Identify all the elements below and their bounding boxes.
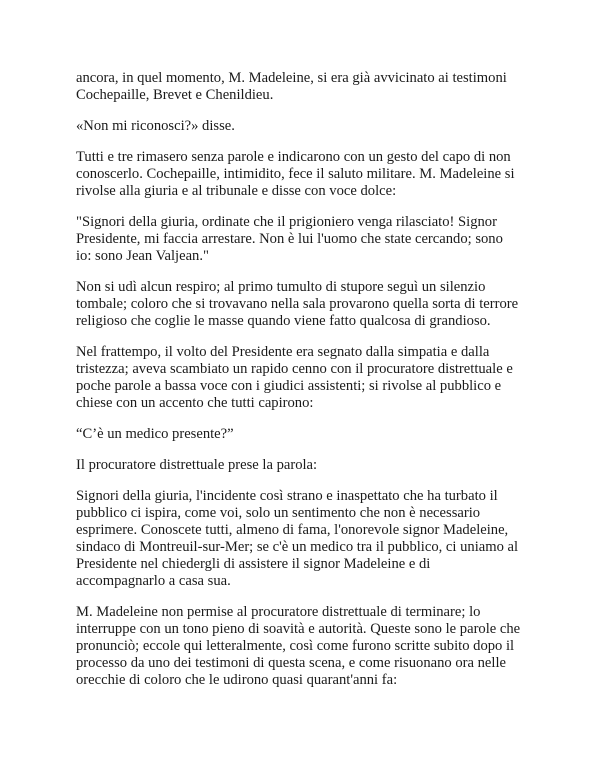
paragraph-5: Non si udì alcun respiro; al primo tumulto di stupore seguì un silenzio tombale; coloro che si trovavano nella sala provarono quella sorta di terrore religioso che coglie le masse quando viene fatto qualcosa di grandioso.	[76, 279, 519, 329]
paragraph-1: ancora, in quel momento, M. Madeleine, si era già avvicinato ai testimoni Cochepaille, Brevet e Chenildieu.	[76, 70, 507, 103]
paragraph-8: Il procuratore distrettuale prese la parola:	[76, 457, 318, 473]
document-page	[76, 70, 546, 703]
paragraph-7: “C’è un medico presente?”	[76, 426, 234, 442]
paragraph-10: M. Madeleine non permise al procuratore distrettuale di terminare; lo interruppe con un tono pieno di soavità e autorità. Queste sono le parole che pronunciò; eccole qui letteralmente, così come furono scritte subito dopo il processo da uno dei testimoni di questa scena, e come risuonano ora nelle orecchie di coloro che le udirono quasi quarant'anni fa:	[76, 604, 521, 688]
paragraph-4: "Signori della giuria, ordinate che il prigioniero venga rilasciato! Signor Presidente, mi faccia arrestare. Non è lui l'uomo che state cercando; sono io: sono Jean Valjean."	[76, 214, 503, 264]
paragraph-2: «Non mi riconosci?» disse.	[76, 118, 235, 134]
paragraph-9: Signori della giuria, l'incidente così strano e inaspettato che ha turbato il pubblico ci ispira, come voi, solo un sentimento che non è necessario esprimere. Conoscete tutti, almeno di fama, l'onorevole signor Madeleine, sindaco di Montreuil-sur-Mer; se c'è un medico tra il pubblico, ci uniamo al Presidente nel chiedergli di assistere il signor Madeleine e di accompagnarlo a casa sua.	[76, 488, 519, 589]
paragraph-6: Nel frattempo, il volto del Presidente era segnato dalla simpatia e dalla tristezza; aveva scambiato un rapido cenno con il procuratore distrettuale e poche parole a bassa voce con i giudici assistenti; si rivolse al pubblico e chiese con un accento che tutti capirono:	[76, 344, 513, 411]
paragraph-3: Tutti e tre rimasero senza parole e indicarono con un gesto del capo di non conoscerlo. Cochepaille, intimidito, fece il saluto militare. M. Madeleine si rivolse alla giuria e al tribunale e disse con voce dolce:	[76, 149, 515, 199]
